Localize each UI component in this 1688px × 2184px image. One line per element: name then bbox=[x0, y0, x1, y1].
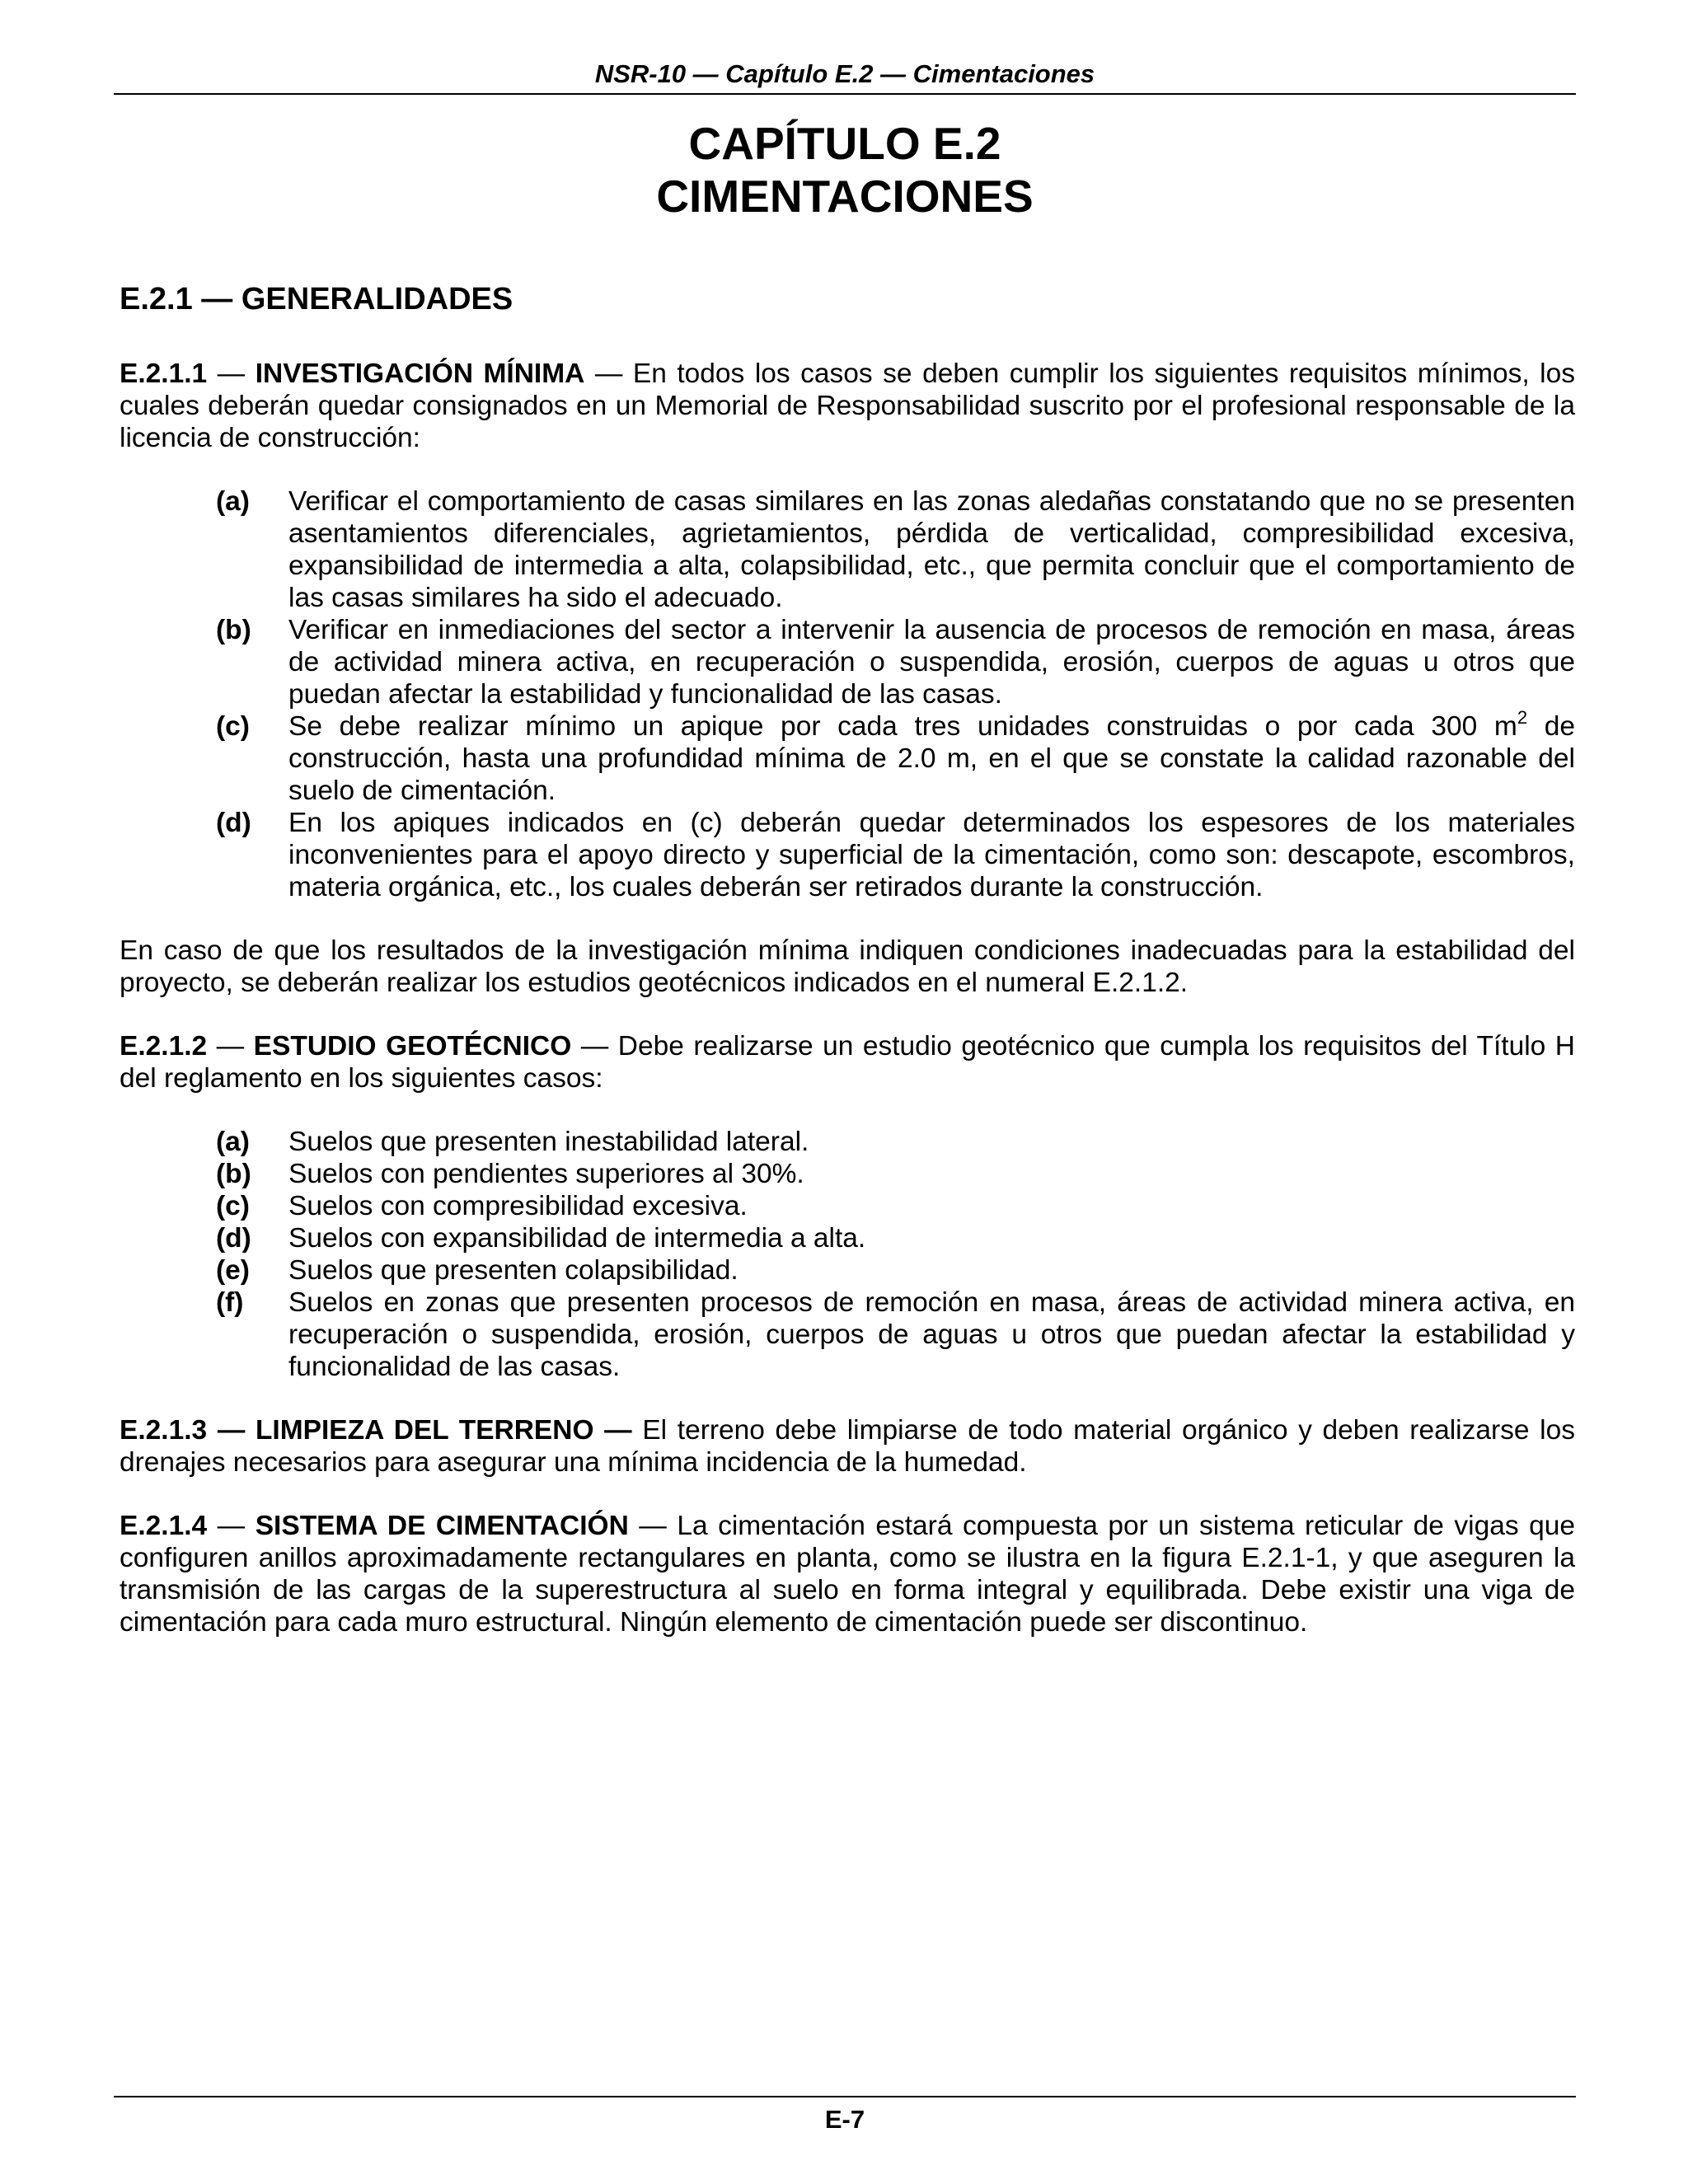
item-marker: (a) bbox=[216, 1127, 250, 1157]
header-rule bbox=[114, 93, 1576, 95]
clause-separator: — bbox=[571, 1031, 618, 1062]
clause-e212 bbox=[120, 1030, 1575, 1094]
clause-number: E.2.1.3 bbox=[120, 1415, 208, 1446]
clause-separator: — bbox=[207, 1511, 256, 1541]
list-item bbox=[120, 707, 1575, 807]
item-marker: (d) bbox=[216, 1223, 251, 1254]
clause-number: E.2.1.2 bbox=[120, 1031, 208, 1062]
item-text: Suelos con compresibilidad excesiva. bbox=[288, 1191, 748, 1221]
item-text: Verificar el comportamiento de casas similares en las zonas aledañas constatando que no se presenten asentamientos diferenciales, agrietamientos, pérdida de verticalidad, compresibilidad excesiva, expansibilidad de intermedia a alta, colapsibilidad, etc., que permita concluir que el comportamiento de las casas similares ha sido el adecuado. bbox=[288, 486, 1575, 613]
closing-paragraph: En caso de que los resultados de la investigación mínima indiquen condiciones inadecuadas para la estabilidad del proyecto, se deberán realizar los estudios geotécnicos indicados en el numeral E.2.1.2. bbox=[120, 935, 1575, 998]
clause-text: Debe realizarse un estudio geotécnico que cumpla los requisitos del Título H del reglamento en los siguientes casos: bbox=[120, 1031, 1576, 1094]
item-marker: (b) bbox=[216, 1159, 251, 1189]
item-text: Se debe realizar mínimo un apique por cada tres unidades construidas o por cada 300 m bbox=[288, 711, 1517, 742]
chapter-name: CIMENTACIONES bbox=[656, 171, 1034, 222]
list-item bbox=[120, 485, 1575, 614]
item-marker: (c) bbox=[216, 1191, 250, 1221]
requirements-list bbox=[120, 485, 1575, 903]
clause-text: El terreno debe limpiarse de todo material orgánico y deben realizarse los drenajes necesarios para asegurar una mínima incidencia de la humedad. bbox=[120, 1415, 1575, 1478]
page-content bbox=[120, 280, 1575, 1670]
chapter-number: CAPÍTULO E.2 bbox=[688, 118, 1001, 169]
item-text: Suelos con expansibilidad de intermedia a alta. bbox=[288, 1223, 866, 1254]
clause-text: En todos los casos se deben cumplir los siguientes requisitos mínimos, los cuales deberán quedar consignados en un Memorial de Responsabilidad suscrito por el profesional responsable de la licencia de construcción: bbox=[120, 359, 1575, 453]
list-item bbox=[120, 1286, 1575, 1383]
item-marker: (a) bbox=[216, 486, 250, 517]
clause-text: La cimentación estará compuesta por un sistema reticular de vigas que configuren anillos aproximadamente rectangulares en planta, como se ilustra en la figura E.2.1-1, y que aseguren la transmisión de las cargas de la superestructura al suelo en forma integral y equilibrada. Debe existir una viga de cimentación para cada muro estructural. Ningún elemento de cimentación puede ser discontinuo. bbox=[120, 1511, 1575, 1638]
clause-title: INVESTIGACIÓN MÍNIMA bbox=[255, 359, 585, 389]
item-marker: (c) bbox=[216, 711, 250, 742]
item-text: Suelos con pendientes superiores al 30%. bbox=[288, 1159, 804, 1189]
item-text: de construcción, hasta una profundidad mínima de 2.0 m, en el que se constate la calidad razonable del suelo de cimentación. bbox=[288, 711, 1575, 806]
list-item bbox=[120, 1126, 1575, 1158]
page-number: E-7 bbox=[824, 2105, 865, 2134]
cases-list bbox=[120, 1126, 1575, 1383]
section-heading: E.2.1 — GENERALIDADES bbox=[120, 282, 513, 316]
item-text: Verificar en inmediaciones del sector a intervenir la ausencia de procesos de remoción en masa, áreas de actividad minera activa, en recuperación o suspendida, erosión, cuerpos de aguas u otros que puedan afectar la estabilidad y funcionalidad de las casas. bbox=[288, 615, 1575, 710]
clause-title: SISTEMA DE CIMENTACIÓN bbox=[255, 1511, 629, 1541]
item-text: En los apiques indicados en (c) deberán quedar determinados los espesores de los materiales inconvenientes para el apoyo directo y superficial de la cimentación, como son: descapote, escombros, materia orgánica, etc., los cuales deberán ser retirados durante la construcción. bbox=[288, 808, 1575, 902]
clause-separator: — bbox=[207, 1031, 254, 1062]
running-header: NSR-10 — Capítulo E.2 — Cimentaciones bbox=[594, 59, 1095, 88]
clause-separator: — bbox=[207, 359, 256, 389]
list-item bbox=[120, 1222, 1575, 1254]
clause-e211 bbox=[120, 358, 1575, 454]
clause-e214 bbox=[120, 1510, 1575, 1638]
item-marker: (b) bbox=[216, 615, 251, 645]
list-item bbox=[120, 807, 1575, 903]
chapter-title bbox=[114, 117, 1576, 223]
list-item bbox=[120, 1190, 1575, 1222]
item-text: Suelos que presenten inestabilidad lateral. bbox=[288, 1127, 809, 1157]
clause-separator: — bbox=[628, 1511, 678, 1541]
item-marker: (f) bbox=[216, 1287, 244, 1318]
clause-separator: — bbox=[584, 359, 633, 389]
item-text: Suelos en zonas que presenten procesos de remoción en masa, áreas de actividad minera activa, en recuperación o suspendida, erosión, cuerpos de aguas u otros que puedan afectar la estabilidad y funcionalidad de las casas. bbox=[288, 1287, 1575, 1382]
clause-title: — LIMPIEZA DEL TERRENO — bbox=[207, 1415, 643, 1446]
clause-e213 bbox=[120, 1414, 1575, 1479]
footer-rule bbox=[114, 2096, 1576, 2097]
item-marker: (e) bbox=[216, 1255, 250, 1286]
list-item bbox=[120, 1254, 1575, 1286]
item-marker: (d) bbox=[216, 808, 251, 838]
clause-number: E.2.1.4 bbox=[120, 1511, 208, 1541]
clause-number: E.2.1.1 bbox=[120, 359, 208, 389]
clause-title: ESTUDIO GEOTÉCNICO bbox=[253, 1031, 572, 1062]
list-item bbox=[120, 1158, 1575, 1190]
list-item bbox=[120, 614, 1575, 710]
item-text: Suelos que presenten colapsibilidad. bbox=[288, 1255, 738, 1286]
superscript: 2 bbox=[1517, 707, 1528, 728]
